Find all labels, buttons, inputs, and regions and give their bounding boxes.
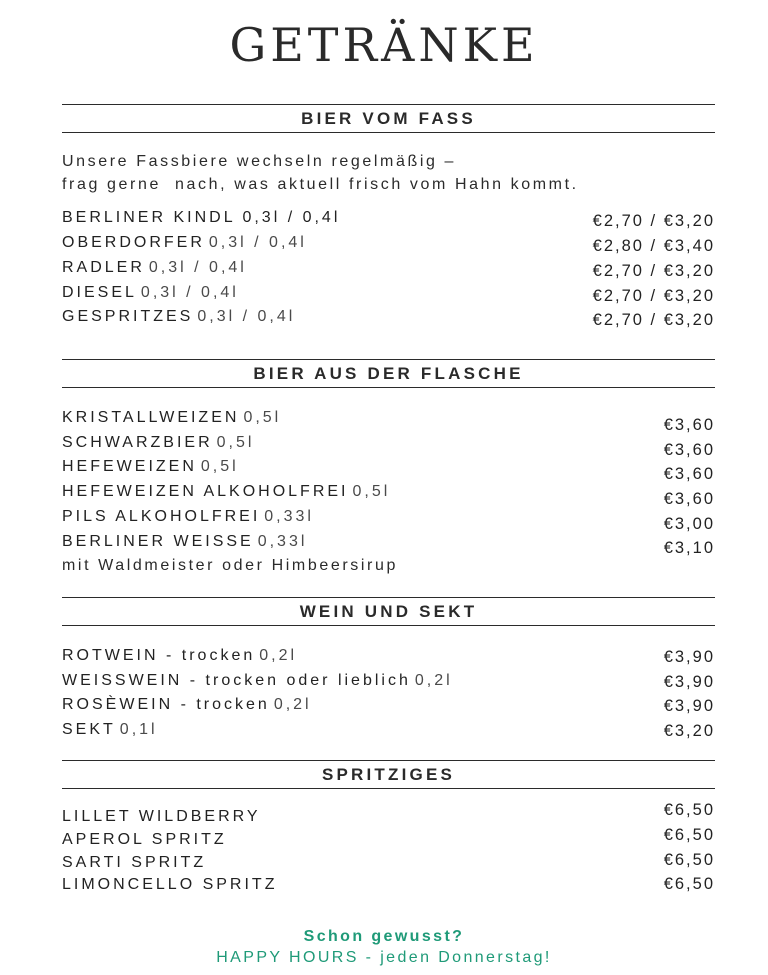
menu-item-price: €2,70 / €3,20 xyxy=(592,262,715,280)
menu-item-price: €6,50 xyxy=(663,826,715,844)
menu-item-price: €3,90 xyxy=(663,673,715,691)
divider xyxy=(62,597,715,598)
menu-item-price: €2,80 / €3,40 xyxy=(592,237,715,255)
section-heading-bier-vom-fass: BIER VOM FASS xyxy=(301,109,476,128)
menu-item-name: ROTWEIN - trocken 0,2l xyxy=(62,647,298,664)
menu-item-price: €6,50 xyxy=(663,851,715,869)
menu-item-price: €6,50 xyxy=(663,875,715,893)
menu-item-name: ROSÈWEIN - trocken 0,2l xyxy=(62,696,312,713)
section-heading-bier-aus-der-flasche: BIER AUS DER FLASCHE xyxy=(253,364,524,383)
menu-item-name: LILLET WILDBERRY xyxy=(62,808,261,825)
menu-item-name: RADLER 0,3l / 0,4l xyxy=(62,259,247,276)
menu-item-price: €2,70 / €3,20 xyxy=(592,287,715,305)
menu-item-note: mit Waldmeister oder Himbeersirup xyxy=(62,557,398,574)
divider xyxy=(62,760,715,761)
menu-item-price: €3,00 xyxy=(663,515,715,533)
menu-item-name: SCHWARZBIER 0,5l xyxy=(62,434,255,451)
menu-item-name: WEISSWEIN - trocken oder lieblich 0,2l xyxy=(62,672,453,689)
menu-item-price: €3,90 xyxy=(663,648,715,666)
section-heading-spritziges: SPRITZIGES xyxy=(321,765,456,784)
menu-item-name: BERLINER WEISSE 0,33l xyxy=(62,533,308,550)
menu-item-price: €3,60 xyxy=(663,465,715,483)
menu-item-price: €3,60 xyxy=(663,490,715,508)
menu-item-price: €3,10 xyxy=(663,539,715,557)
menu-item-name: SEKT 0,1l xyxy=(62,721,158,738)
footer-happy-hours: HAPPY HOURS - jeden Donnerstag! xyxy=(216,949,552,966)
menu-item-price: €3,90 xyxy=(663,697,715,715)
divider xyxy=(62,788,715,789)
menu-item-name: GESPRITZES 0,3l / 0,4l xyxy=(62,308,296,325)
menu-item-name: BERLINER KINDL 0,3l / 0,4l xyxy=(62,209,341,226)
menu-item-price: €3,60 xyxy=(663,416,715,434)
menu-item-name: APEROL SPRITZ xyxy=(62,831,227,848)
menu-item-name: LIMONCELLO SPRITZ xyxy=(62,876,278,893)
menu-item-name: HEFEWEIZEN 0,5l xyxy=(62,458,239,475)
menu-item-name: DIESEL 0,3l / 0,4l xyxy=(62,284,239,301)
divider xyxy=(62,132,715,133)
footer-teaser: Schon gewusst? xyxy=(303,928,465,945)
menu-item-name: HEFEWEIZEN ALKOHOLFREI 0,5l xyxy=(62,483,391,500)
divider xyxy=(62,387,715,388)
menu-item-name: OBERDORFER 0,3l / 0,4l xyxy=(62,234,307,251)
menu-item-price: €3,60 xyxy=(663,441,715,459)
menu-item-price: €2,70 / €3,20 xyxy=(592,311,715,329)
menu-item-name: SARTI SPRITZ xyxy=(62,854,207,871)
menu-item-name: PILS ALKOHOLFREI 0,33l xyxy=(62,508,314,525)
divider xyxy=(62,104,715,105)
section-intro-line-2: frag gerne nach, was aktuell frisch vom Hahn kommt. xyxy=(62,176,579,193)
menu-item-price: €2,70 / €3,20 xyxy=(592,212,715,230)
section-heading-wein-und-sekt: WEIN UND SEKT xyxy=(299,602,478,621)
menu-item-price: €6,50 xyxy=(663,801,715,819)
divider xyxy=(62,625,715,626)
divider xyxy=(62,359,715,360)
menu-item-price: €3,20 xyxy=(663,722,715,740)
menu-item-name: KRISTALLWEIZEN 0,5l xyxy=(62,409,282,426)
section-intro-line-1: Unsere Fassbiere wechseln regelmäßig – xyxy=(62,153,457,170)
page-title: GETRÄNKE xyxy=(229,18,539,72)
